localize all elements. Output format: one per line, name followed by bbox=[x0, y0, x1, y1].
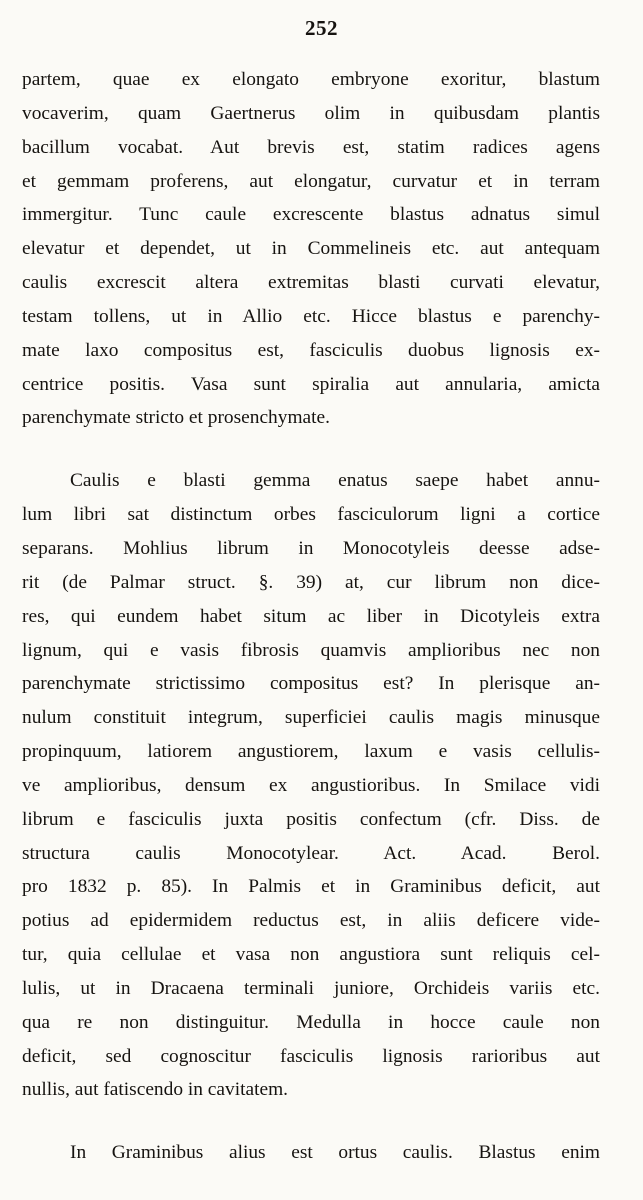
text-line: immergitur. Tunc caule excrescente blastus adnatus simul bbox=[22, 204, 600, 226]
text-line: In Graminibus alius est ortus caulis. Blastus enim bbox=[70, 1142, 600, 1164]
text-line: librum e fasciculis juxta positis confectum (cfr. Diss. de bbox=[22, 808, 600, 830]
text-line: rit (de Palmar struct. §. 39) at, cur librum non dice- bbox=[22, 571, 600, 593]
text-line: lum libri sat distinctum orbes fasciculorum ligni a cortice bbox=[22, 504, 600, 526]
text-line: caulis excrescit altera extremitas blasti curvati elevatur, bbox=[22, 272, 600, 294]
text-line: et gemmam proferens, aut elongatur, curvatur et in terram bbox=[22, 170, 600, 192]
page-number: 252 bbox=[305, 16, 338, 40]
text-line: structura caulis Monocotylear. Act. Acad. Berol. bbox=[22, 842, 600, 864]
text-line: tur, quia cellulae et vasa non angustiora sunt reliquis cel- bbox=[22, 944, 600, 966]
text-line: Caulis e blasti gemma enatus saepe habet annu- bbox=[70, 470, 600, 492]
body-text bbox=[22, 63, 600, 1170]
text-line: lignum, qui e vasis fibrosis quamvis amplioribus nec non bbox=[22, 639, 600, 661]
paragraph-gap bbox=[22, 435, 600, 464]
text-line: bacillum vocabat. Aut brevis est, statim radices agens bbox=[22, 136, 600, 158]
text-line: elevatur et dependet, ut in Commelineis etc. aut antequam bbox=[22, 238, 600, 260]
text-line: nulum constituit integrum, superficiei caulis magis minusque bbox=[22, 707, 600, 729]
text-line: propinquum, latiorem angustiorem, laxum e vasis cellulis- bbox=[22, 741, 600, 763]
text-line: vocaverim, quam Gaertnerus olim in quibusdam plantis bbox=[22, 102, 600, 124]
paragraph-3 bbox=[22, 1136, 600, 1170]
text-line: res, qui eundem habet situm ac liber in Dicotyleis extra bbox=[22, 605, 600, 627]
text-line: qua re non distinguitur. Medulla in hocce caule non bbox=[22, 1011, 600, 1033]
paragraph-2 bbox=[22, 464, 600, 1107]
text-line: ve amplioribus, densum ex angustioribus. In Smilace vidi bbox=[22, 774, 600, 796]
text-line: parenchymate stricto et prosenchymate. bbox=[22, 407, 330, 429]
text-line: deficit, sed cognoscitur fasciculis lignosis rarioribus aut bbox=[22, 1045, 600, 1067]
text-line: centrice positis. Vasa sunt spiralia aut annularia, amicta bbox=[22, 373, 600, 395]
text-line: lulis, ut in Dracaena terminali juniore, Orchideis variis etc. bbox=[22, 977, 600, 999]
text-line: potius ad epidermidem reductus est, in aliis deficere vide- bbox=[22, 910, 600, 932]
text-line: partem, quae ex elongato embryone exoritur, blastum bbox=[22, 69, 600, 90]
text-line: nullis, aut fatiscendo in cavitatem. bbox=[22, 1079, 289, 1101]
paragraph-gap bbox=[22, 1107, 600, 1136]
text-line: parenchymate strictissimo compositus est? In plerisque an- bbox=[22, 673, 600, 695]
text-line: testam tollens, ut in Allio etc. Hicce blastus e parenchy- bbox=[22, 305, 600, 327]
paragraph-1 bbox=[22, 63, 600, 435]
text-line: mate laxo compositus est, fasciculis duobus lignosis ex- bbox=[22, 339, 600, 361]
text-line: separans. Mohlius librum in Monocotyleis deesse adse- bbox=[22, 537, 600, 559]
text-line: pro 1832 p. 85). In Palmis et in Graminibus deficit, aut bbox=[22, 876, 600, 898]
